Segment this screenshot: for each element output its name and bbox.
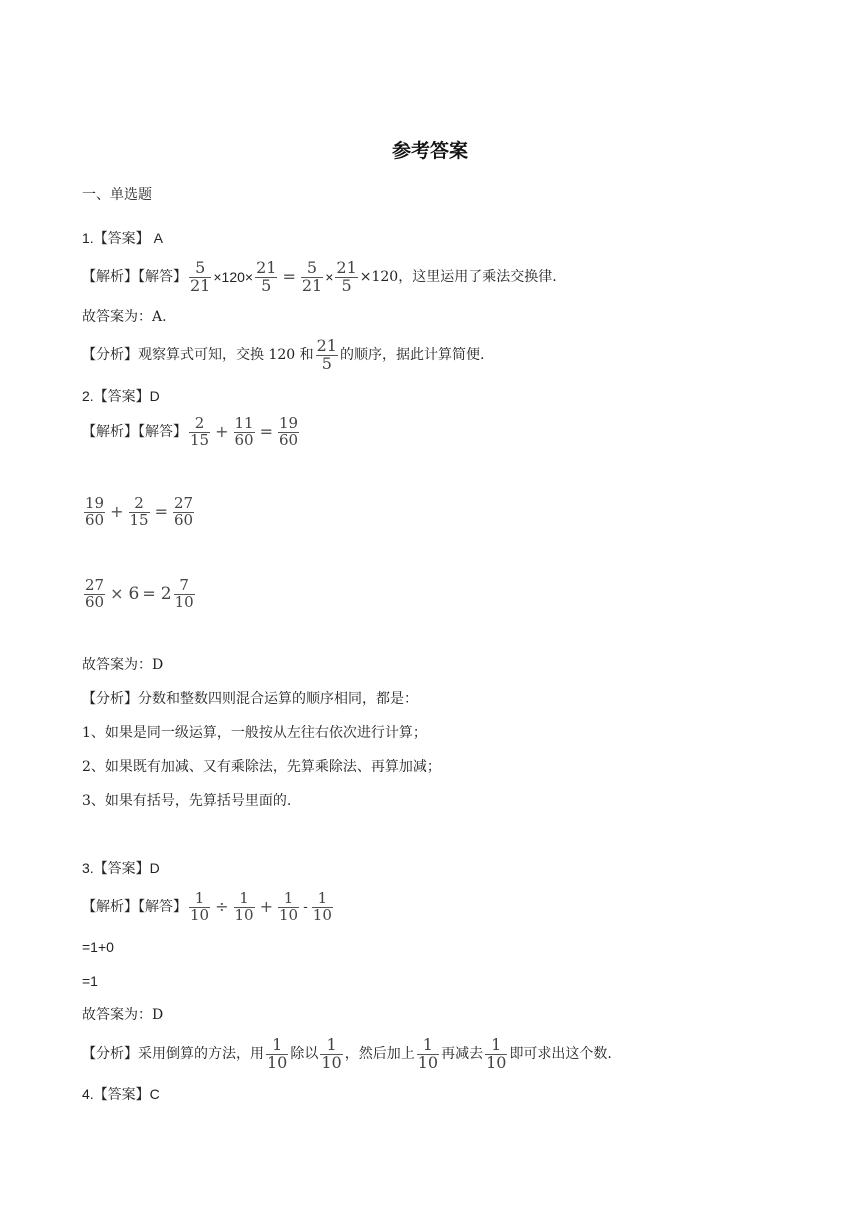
- fraction: $\frac{1}{10}$: [486, 1035, 507, 1073]
- plus-sign: +: [215, 422, 229, 442]
- fraction: $\frac{21}{5}$: [316, 336, 337, 374]
- times-sign: ×: [325, 269, 334, 286]
- q2-rule-1: 1、如果是同一级运算，一般按从左往右依次进行计算；: [82, 725, 427, 741]
- fraction: $\frac{5}{21}$: [301, 258, 323, 296]
- analysis-label: 【解析】【解答】: [82, 899, 187, 916]
- mixed-whole: 2: [160, 583, 172, 604]
- q2-step3: [82, 578, 197, 611]
- q3-step-1: =1+0: [82, 939, 114, 955]
- q2-answer: 2.【答案】D: [82, 388, 160, 404]
- fraction: $\frac{27}{60}$: [174, 494, 194, 530]
- fraction: $\frac{1}{10}$: [267, 1035, 288, 1073]
- fraction: $\frac{2}{15}$: [190, 414, 210, 450]
- note-text: 【分析】观察算式可知，交换 120 和: [82, 347, 314, 364]
- q3-answer: 3.【答案】D: [82, 860, 160, 876]
- analysis-label: 【解析】【解答】: [82, 424, 187, 441]
- note-text: 除以: [290, 1046, 319, 1063]
- fraction: $\frac{11}{60}$: [234, 414, 254, 450]
- page-title: 参考答案: [391, 140, 468, 162]
- fraction: $\frac{19}{60}$: [279, 414, 299, 450]
- q3-note: [82, 1037, 612, 1072]
- note-text: 的顺序，据此计算简便.: [339, 347, 485, 364]
- fraction: $\frac{19}{60}$: [85, 494, 105, 530]
- fraction: $\frac{21}{5}$: [336, 258, 357, 296]
- fraction: $\frac{2}{15}$: [129, 494, 149, 530]
- note-text: 即可求出这个数.: [509, 1046, 612, 1063]
- number: 6: [128, 583, 140, 604]
- section-heading: 一、单选题: [82, 187, 152, 203]
- q2-rule-3: 3、如果有括号，先算括号里面的.: [82, 793, 292, 809]
- fraction: $\frac{1}{10}$: [234, 889, 254, 925]
- equals-sign: =: [259, 422, 273, 442]
- fraction: $\frac{27}{60}$: [85, 576, 105, 612]
- times-sign: ×: [110, 584, 124, 604]
- expression-text: ×120×: [213, 269, 254, 286]
- q3-step-2: =1: [82, 973, 98, 989]
- plus-sign: +: [259, 897, 273, 917]
- equals-sign: =: [154, 502, 168, 522]
- fraction: $\frac{7}{10}$: [174, 576, 194, 612]
- analysis-label: 【解析】【解答】: [82, 269, 187, 286]
- equals-sign: =: [282, 267, 296, 287]
- fraction: $\frac{21}{5}$: [256, 258, 277, 296]
- expression-tail: ×120，这里运用了乘法交换律.: [359, 269, 557, 286]
- note-text: ，然后加上: [344, 1046, 415, 1063]
- equals-sign: =: [142, 584, 156, 604]
- minus-sign: -: [303, 899, 308, 915]
- q2-step2: [82, 496, 196, 529]
- fraction: $\frac{1}{10}$: [312, 889, 332, 925]
- q2-note: 【分析】分数和整数四则混合运算的顺序相同，都是：: [82, 691, 418, 707]
- q3-conclusion: 故答案为：D: [82, 1007, 164, 1023]
- plus-sign: +: [110, 502, 124, 522]
- fraction: $\frac{1}{10}$: [190, 889, 210, 925]
- q2-rule-2: 2、如果既有加减、又有乘除法，先算乘除法、再算加减；: [82, 759, 441, 775]
- q1-analysis: [82, 260, 557, 295]
- q1-note: [82, 338, 484, 373]
- fraction: $\frac{1}{10}$: [279, 889, 299, 925]
- q1-answer: 1.【答案】 A: [82, 230, 163, 246]
- q3-analysis: [82, 891, 335, 924]
- fraction: $\frac{1}{10}$: [321, 1035, 342, 1073]
- q2-analysis: [82, 416, 301, 449]
- fraction: $\frac{5}{21}$: [190, 258, 211, 296]
- fraction: $\frac{1}{10}$: [417, 1035, 439, 1073]
- q1-conclusion: 故答案为：A.: [82, 309, 167, 325]
- note-text: 【分析】采用倒算的方法，用: [82, 1046, 264, 1063]
- q2-conclusion: 故答案为：D: [82, 657, 164, 673]
- divide-sign: ÷: [215, 897, 229, 917]
- note-text: 再减去: [441, 1046, 484, 1063]
- q4-answer: 4.【答案】C: [82, 1086, 160, 1102]
